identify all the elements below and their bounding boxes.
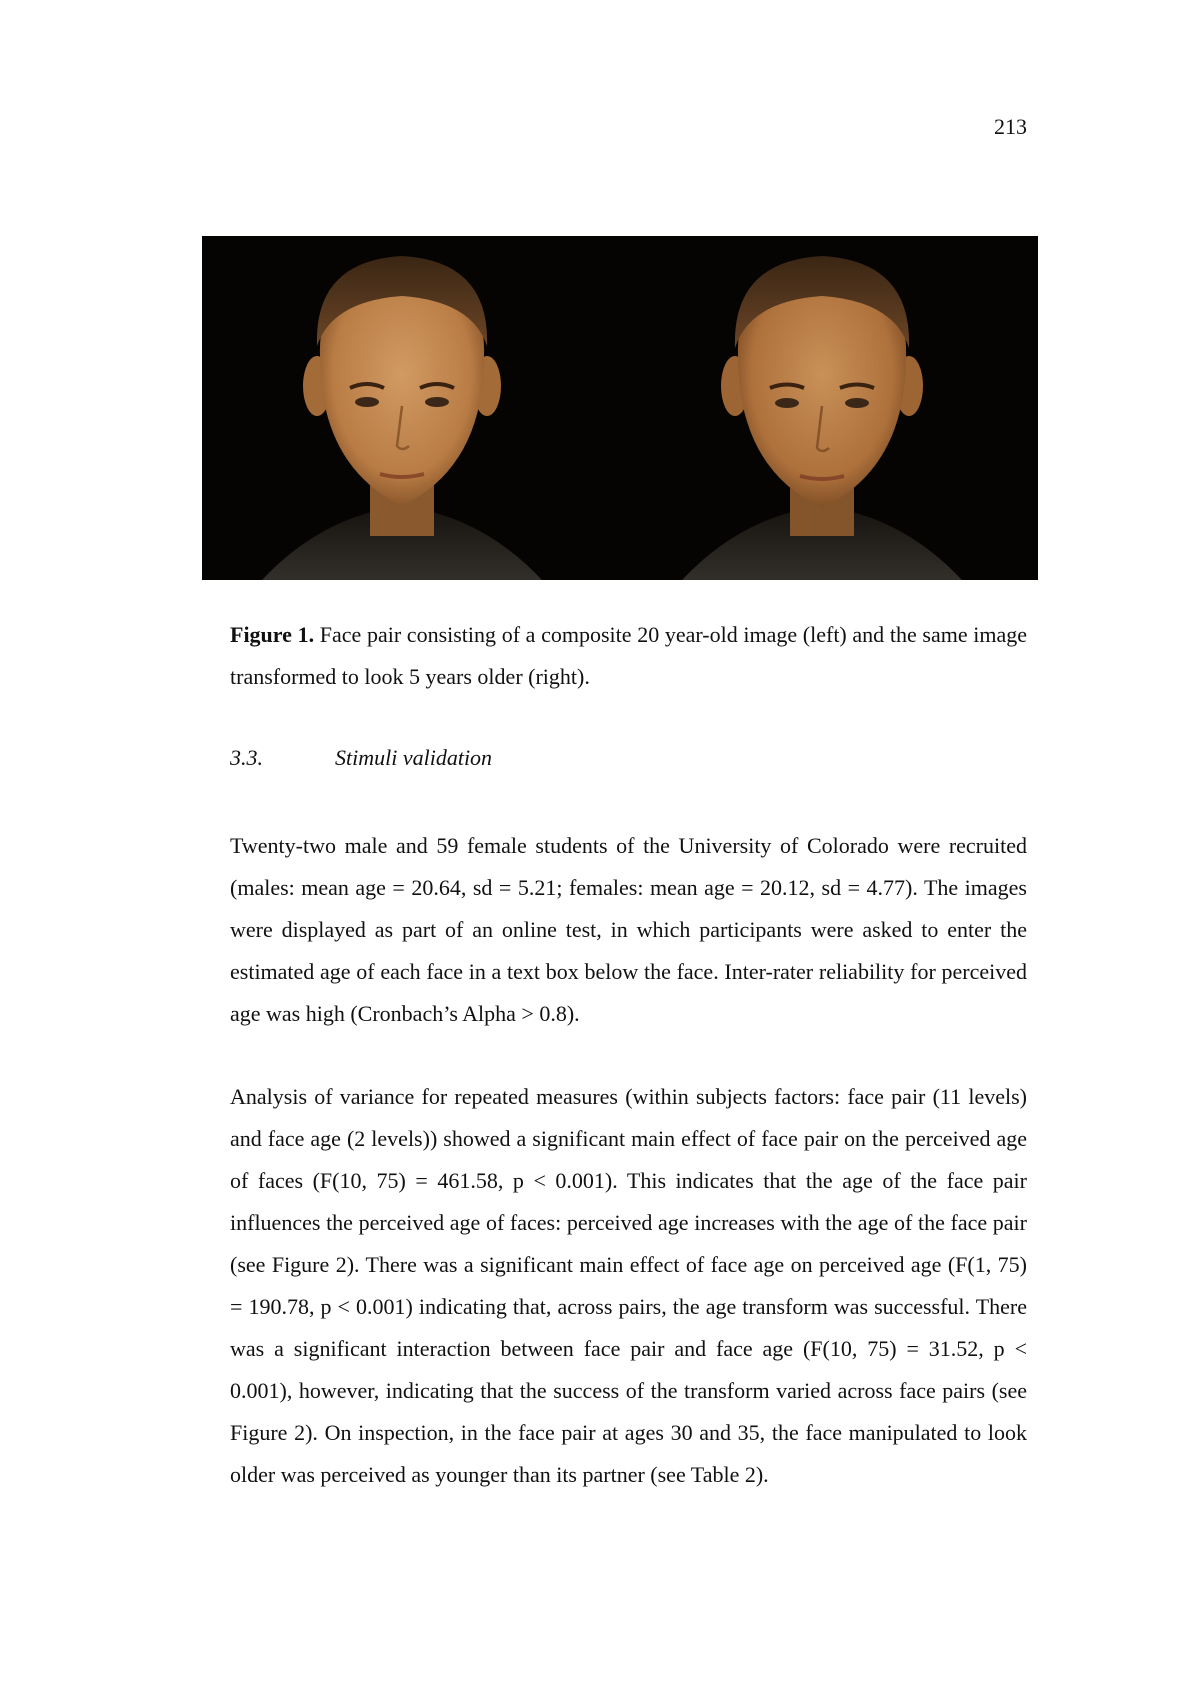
section-title: Stimuli validation xyxy=(335,745,493,770)
body-paragraph: Twenty-two male and 59 female students of the University of Colorado were recruited (males: mean age = 20.64, sd = 5.21; females: mean age = 20.12, sd = 4.77). The images were displayed as part of an online test, in which participants were asked to enter the estimated age of each face in a text box below the face. Inter-rater reliability for perceived age was high (Cronbach’s Alpha > 0.8). xyxy=(230,833,1027,1026)
figure-face-pair xyxy=(202,236,1038,580)
page-number: 213 xyxy=(994,114,1027,139)
figure-caption-text: Face pair consisting of a composite 20 year-old image (left) and the same image transformed to look 5 years older (right). xyxy=(230,622,1028,689)
figure-label: Figure 1. xyxy=(230,622,315,647)
section-number: 3.3. xyxy=(230,745,263,770)
figure-caption xyxy=(230,614,1027,698)
section-heading xyxy=(230,745,492,771)
body-paragraph: Analysis of variance for repeated measures (within subjects factors: face pair (11 levels) and face age (2 levels)) showed a significant main effect of face pair on the perceived age of faces (F(10, 75) = 461.58, p < 0.001). This indicates that the age of the face pair influences the perceived age of faces: perceived age increases with the age of the face pair (see Figure 2). There was a significant main effect of face age on perceived age (F(1, 75) = 190.78, p < 0.001) indicating that, across pairs, the age transform was successful. There was a significant interaction between face pair and face age (F(10, 75) = 31.52, p < 0.001), however, indicating that the success of the transform varied across face pairs (see Figure 2). On inspection, in the face pair at ages 30 and 35, the face manipulated to look older was perceived as younger than its partner (see Table 2). xyxy=(230,1084,1027,1487)
